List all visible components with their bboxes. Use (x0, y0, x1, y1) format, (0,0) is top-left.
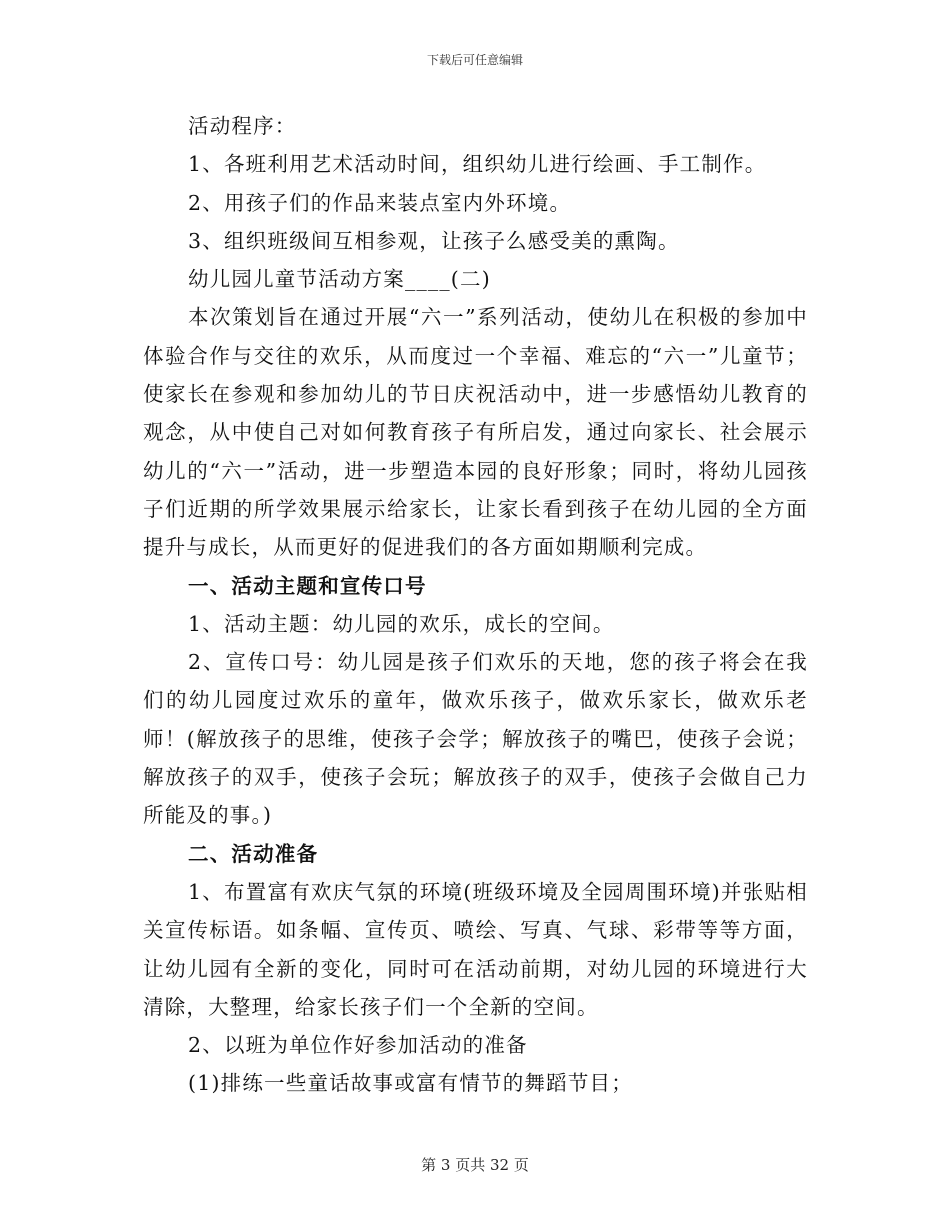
procedure-step-3: 3、组织班级间互相参观，让孩子么感受美的熏陶。 (188, 228, 680, 253)
procedure-step-2: 2、用孩子们的作品来装点室内外环境。 (188, 190, 572, 215)
preparation-item-1: 1、布置富有欢庆气氛的环境(班级环境及全园周围环境)并张贴相关宣传标语。如条幅、宣传页、喷绘、写真、气球、彩带等等方面，让幼儿园有全新的变化，同时可在活动前期，对幼儿园的环境进行大清除，大整理，给家长孩子们一个全新的空间。 (143, 879, 808, 1019)
section-heading-preparation: 二、活动准备 (188, 841, 319, 866)
section-label-activity-procedure: 活动程序： (188, 114, 297, 138)
procedure-step-1: 1、各班利用艺术活动时间，组织幼儿进行绘画、手工制作。 (188, 152, 767, 177)
page-header: 下载后可任意编辑 (426, 53, 523, 67)
preparation-subitem-1: (1)排练一些童话故事或富有情节的舞蹈节目； (188, 1071, 633, 1096)
plan-title: 幼儿园儿童节活动方案____(二) (188, 267, 491, 292)
document-body (143, 107, 808, 1103)
section-heading-theme-slogan: 一、活动主题和宣传口号 (188, 573, 427, 598)
intro-paragraph: 本次策划旨在通过开展“六一”系列活动，使幼儿在积极的参加中体验合作与交往的欢乐，从而度过一个幸福、难忘的“六一”儿童节；使家长在参观和参加幼儿的节日庆祝活动中，进一步感悟幼儿教育的观念，从中使自己对如何教育孩子有所启发，通过向家长、社会展示幼儿的“六一”活动，进一步塑造本园的良好形象；同时，将幼儿园孩子们近期的所学效果展示给家长，让家长看到孩子在幼儿园的全方面提升与成长，从而更好的促进我们的各方面如期顺利完成。 (143, 305, 808, 560)
slogan-item: 2、宣传口号：幼儿园是孩子们欢乐的天地，您的孩子将会在我们的幼儿园度过欢乐的童年，做欢乐孩子，做欢乐家长，做欢乐老师！(解放孩子的思维，使孩子会学；解放孩子的嘴巴，使孩子会说；解放孩子的双手，使孩子会玩；解放孩子的双手，使孩子会做自己力所能及的事。) (143, 650, 808, 828)
page-footer: 第 3 页共 32 页 (421, 1156, 529, 1174)
theme-item: 1、活动主题：幼儿园的欢乐，成长的空间。 (188, 611, 615, 636)
preparation-item-2: 2、以班为单位作好参加活动的准备 (188, 1033, 528, 1058)
